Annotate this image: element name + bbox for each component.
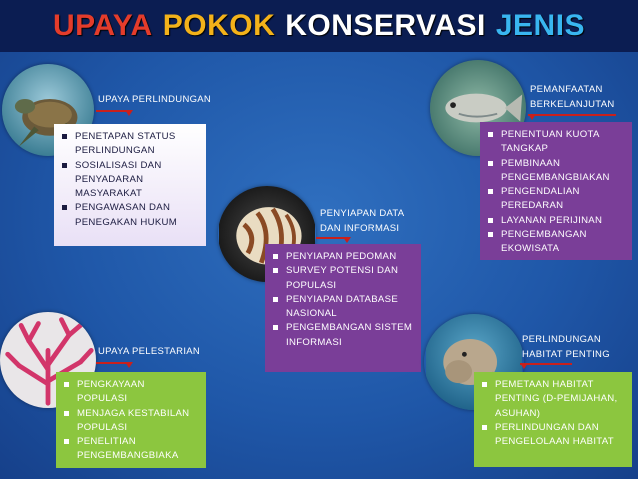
title-word-upaya: UPAYA xyxy=(52,9,153,42)
list-item: PEMETAAN HABITAT PENTING (D-PEMIJAHAN, ASUHAN) xyxy=(480,378,624,421)
heading-underline xyxy=(528,114,616,116)
heading-upaya-pelestarian: UPAYA PELESTARIAN xyxy=(98,346,201,357)
heading-line-2: HABITAT PENTING xyxy=(522,349,610,360)
box-pemanfaatan xyxy=(480,122,632,260)
arrow-down-icon xyxy=(125,110,133,116)
list-item: PENYIAPAN PEDOMAN xyxy=(271,250,413,264)
arrow-down-icon xyxy=(528,114,536,120)
list-item: PENELITIAN PENGEMBANGBIAKA xyxy=(62,435,198,464)
list-item: PENYIAPAN DATABASE NASIONAL xyxy=(271,293,413,322)
arrow-down-icon xyxy=(520,363,528,369)
list-item: MENJAGA KESTABILAN POPULASI xyxy=(62,407,198,436)
heading-line-2: BERKELANJUTAN xyxy=(530,99,615,110)
list-item: SURVEY POTENSI DAN POPULASI xyxy=(271,264,413,293)
title-word-pokok: POKOK xyxy=(162,9,276,42)
list-item: PENGENDALIAN PEREDARAN xyxy=(486,185,624,214)
title-word-konservasi: KONSERVASI xyxy=(285,9,486,42)
list-item: PENGEMBANGAN EKOWISATA xyxy=(486,228,624,257)
heading-line-2: DAN INFORMASI xyxy=(320,223,400,234)
heading-line-1: PEMANFAATAN xyxy=(530,84,603,95)
list-item: PEMBINAAN PENGEMBANGBIAKAN xyxy=(486,157,624,186)
title-word-jenis: JENIS xyxy=(495,9,586,42)
list-item: LAYANAN PERIJINAN xyxy=(486,214,624,228)
box-penyiapan xyxy=(265,244,421,372)
list-item: PENETAPAN STATUS PERLINDUNGAN xyxy=(60,130,198,159)
arrow-down-icon xyxy=(343,237,351,243)
heading-perlindungan-habitat xyxy=(522,332,610,362)
heading-penyiapan-data xyxy=(320,206,404,236)
heading-pemanfaatan xyxy=(530,82,615,112)
arrow-down-icon xyxy=(125,362,133,368)
heading-upaya-perlindungan: UPAYA PERLINDUNGAN xyxy=(98,94,212,105)
list-item: PENGKAYAAN POPULASI xyxy=(62,378,198,407)
list-item: PERLINDUNGAN DAN PENGELOLAAN HABITAT xyxy=(480,421,624,450)
box-pelestarian xyxy=(56,372,206,468)
list-item: PENGAWASAN DAN PENEGAKAN HUKUM xyxy=(60,201,198,230)
heading-line-1: PENYIAPAN DATA xyxy=(320,208,405,219)
box-habitat xyxy=(474,372,632,467)
list-item: PENGEMBANGAN SISTEM INFORMASI xyxy=(271,321,413,350)
box-perlindungan xyxy=(54,124,206,246)
list-item: SOSIALISASI DAN PENYADARAN MASYARAKAT xyxy=(60,159,198,202)
heading-line-1: PERLINDUNGAN xyxy=(522,334,602,345)
slide-title xyxy=(0,0,638,52)
list-item: PENENTUAN KUOTA TANGKAP xyxy=(486,128,624,157)
